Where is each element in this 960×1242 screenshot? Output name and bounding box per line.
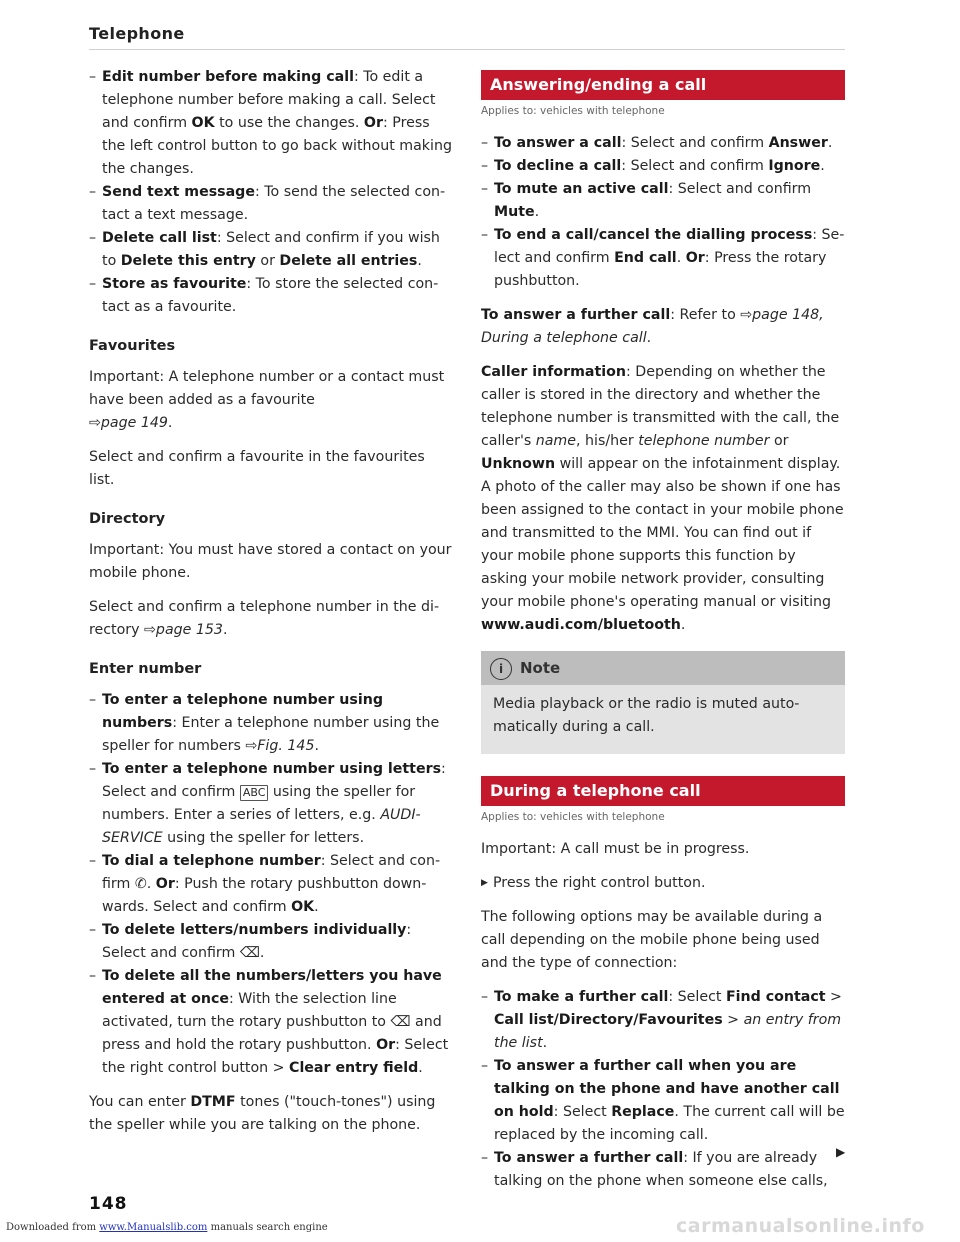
manualslib-link[interactable]: www.Manualslib.com bbox=[99, 1222, 208, 1233]
list-item: – To dial a telephone number: Select and confirm ✆. Or: Push the rotary pushbutton downwards. Select and confirm OK. bbox=[89, 850, 453, 919]
right-column bbox=[481, 66, 845, 1204]
directory-paragraph: Important: You must have stored a contact on your mobile phone. bbox=[89, 542, 452, 581]
applies-to-note: Applies to: vehicles with telephone bbox=[481, 811, 665, 823]
note-title: Note bbox=[520, 659, 561, 677]
answering-section-banner: Answering/ending a call bbox=[481, 70, 845, 100]
bluetooth-url-link[interactable]: www.audi.com/bluetooth bbox=[481, 617, 681, 633]
continue-arrow-icon: ▶ bbox=[836, 1145, 846, 1159]
list-item: – To enter a telephone number using letters: Select and confirm ABC using the speller for numbers. Enter a series of letters, e.g. AUDI-SERVICE using the speller for letters. bbox=[89, 758, 453, 850]
phone-handset-icon: ✆ bbox=[134, 876, 147, 892]
directory-heading: Directory bbox=[89, 511, 166, 527]
list-item: – Delete call list: Select and confirm if you wish to Delete this entry or Delete all entries. bbox=[89, 227, 453, 273]
note-body: Media playback or the radio is muted automatically during a call. bbox=[481, 685, 845, 754]
watermark: carmanualsonline.info bbox=[676, 1215, 925, 1237]
during-call-section-banner: During a telephone call bbox=[481, 776, 845, 806]
during-call-list bbox=[481, 986, 845, 1193]
info-icon: i bbox=[490, 658, 512, 680]
list-item: – To mute an active call: Select and confirm Mute. bbox=[481, 178, 845, 224]
backspace-icon: ⌫ bbox=[239, 945, 260, 961]
favourites-paragraph: Select and confirm a favourite in the favourites list. bbox=[89, 449, 425, 488]
list-item: – To answer a call: Select and confirm Answer. bbox=[481, 132, 845, 155]
abc-key-icon: ABC bbox=[240, 785, 269, 801]
during-call-paragraph: Important: A call must be in progress. bbox=[481, 841, 750, 857]
list-item: – To make a further call: Select Find contact > Call list/Directory/Favourites > an entry from the list. bbox=[481, 986, 845, 1055]
enter-number-list bbox=[89, 689, 453, 1080]
list-item: – To decline a call: Select and confirm Ignore. bbox=[481, 155, 845, 178]
list-item: – To delete letters/numbers individually: Select and confirm ⌫. bbox=[89, 919, 453, 965]
list-item: – To end a call/cancel the dialling process: Select and confirm End call. Or: Press the rotary pushbutton. bbox=[481, 224, 845, 293]
answering-list bbox=[481, 132, 845, 293]
applies-to-note: Applies to: vehicles with telephone bbox=[481, 105, 665, 117]
favourites-paragraph: Important: A telephone number or a contact must have been added as a favourite ⇨page 149. bbox=[89, 369, 445, 431]
directory-paragraph: Select and confirm a telephone number in the directory ⇨page 153. bbox=[89, 599, 440, 638]
page-reference-link[interactable]: ⇨page 148, During a telephone call bbox=[481, 307, 824, 346]
step-instruction: ▶ Press the right control button. bbox=[481, 872, 845, 895]
list-item: – To delete all the numbers/letters you have entered at once: With the selection line activated, turn the rotary pushbutton to ⌫ and press and hold the rotary pushbutton. Or: Select the right control button > Clear entry field. bbox=[89, 965, 453, 1080]
list-item: – To answer a further call when you are talking on the phone and have another call on hold: Select Replace. The current call will be replaced by the incoming call. bbox=[481, 1055, 845, 1147]
options-list bbox=[89, 66, 453, 319]
list-item: – Store as favourite: To store the selected contact as a favourite. bbox=[89, 273, 453, 319]
dtmf-paragraph: You can enter DTMF tones ("touch-tones") using the speller while you are talking on the phone. bbox=[89, 1094, 436, 1133]
page-number: 148 bbox=[89, 1194, 128, 1214]
note-header bbox=[481, 651, 845, 685]
figure-reference-link[interactable]: ⇨Fig. 145 bbox=[245, 738, 315, 754]
caller-info-paragraph: Caller information: Depending on whether the caller is stored in the directory and whether the telephone number is transmitted with the call, the caller's name, his/her telephone number or Unknown will appear on the infotainment display. A photo of the caller may also be shown if one has been assigned to the contact in your mobile phone and transmitted to the MMI. You can find out if your mobile phone supports this function by asking your mobile network provider, consulting your mobile phone's operating manual or visiting www.audi.com/bluetooth. bbox=[481, 364, 844, 633]
further-call-paragraph: To answer a further call: Refer to ⇨page 148, During a telephone call. bbox=[481, 307, 824, 346]
download-footer: Downloaded from www.Manualslib.com manuals search engine bbox=[6, 1222, 328, 1233]
during-call-paragraph: The following options may be available during a call depending on the mobile phone being used and the type of connection: bbox=[481, 909, 823, 971]
list-item: – To enter a telephone number using numbers: Enter a telephone number using the speller for numbers ⇨Fig. 145. bbox=[89, 689, 453, 758]
page-reference-link[interactable]: ⇨page 149 bbox=[89, 415, 168, 431]
page-header-title: Telephone bbox=[89, 24, 185, 43]
backspace-icon: ⌫ bbox=[390, 1014, 411, 1030]
list-item: – To answer a further call: If you are already talking on the phone when someone else calls, bbox=[481, 1147, 845, 1193]
header-divider bbox=[89, 49, 845, 50]
list-item: – Edit number before making call: To edit a telephone number before making a call. Select and confirm OK to use the changes. Or: Press the left control button to go back without making the changes. bbox=[89, 66, 453, 181]
page-reference-link[interactable]: ⇨page 153 bbox=[144, 622, 223, 638]
list-item: – Send text message: To send the selected contact a text message. bbox=[89, 181, 453, 227]
enter-number-heading: Enter number bbox=[89, 661, 202, 677]
left-column bbox=[89, 66, 453, 1148]
favourites-heading: Favourites bbox=[89, 338, 176, 354]
